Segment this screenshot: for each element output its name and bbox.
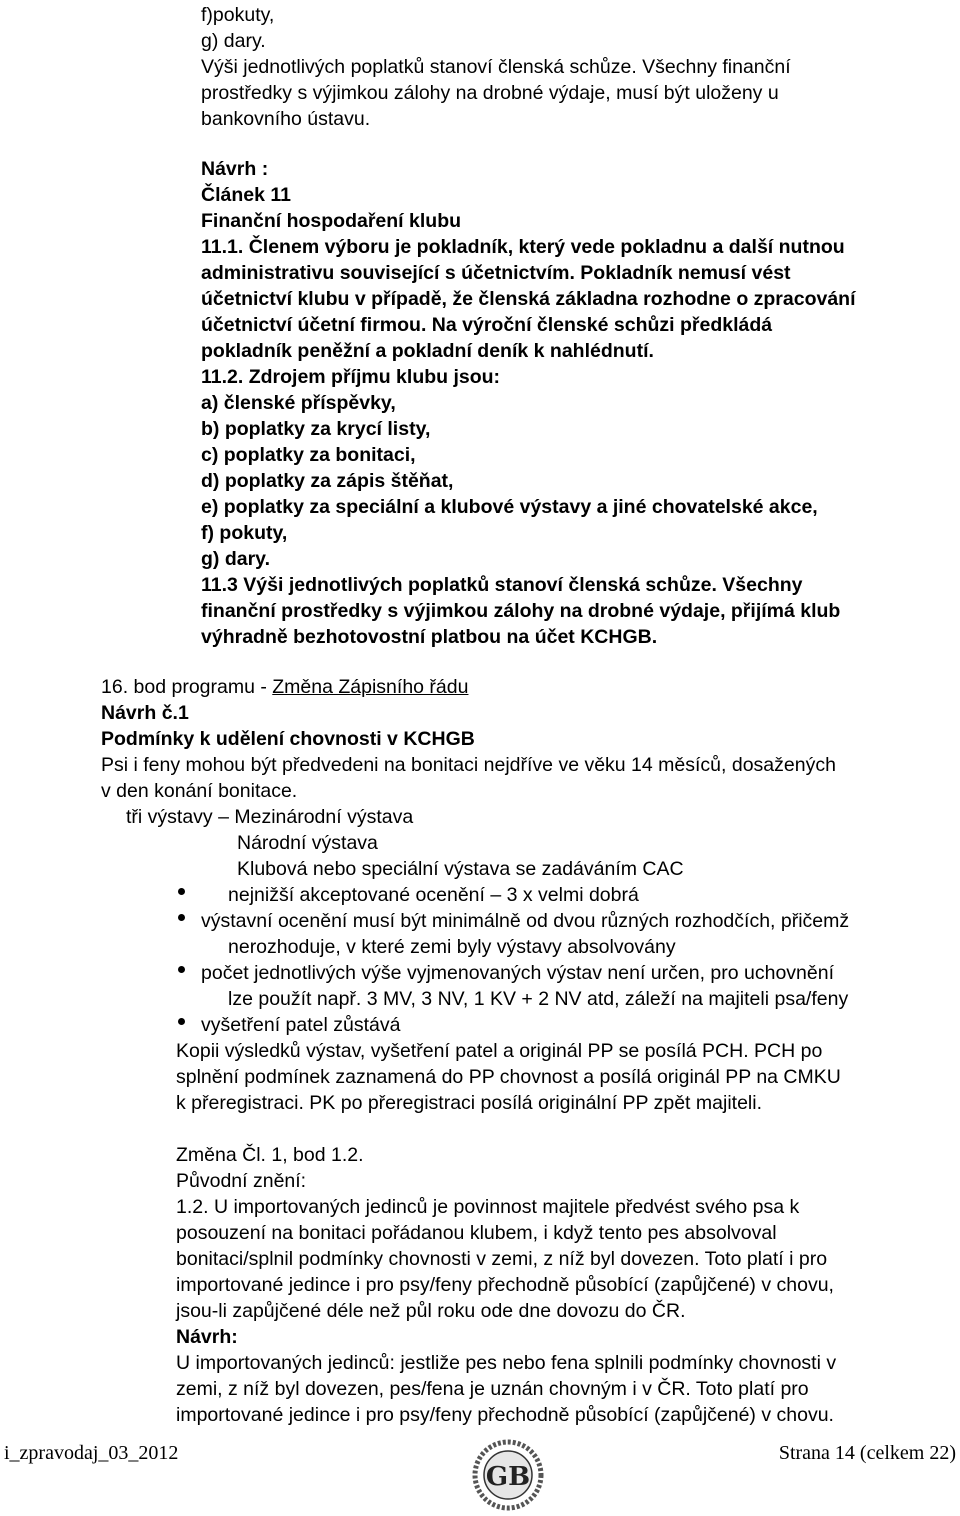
income-item: b) poplatky za krycí listy, — [201, 418, 431, 440]
paragraph-line: zemi, z níž byl dovezen, pes/fena je uznán chovným i v ČR. Toto platí pro — [176, 1378, 809, 1400]
shows-line: Klubová nebo speciální výstava se zadáváním CAC — [237, 858, 684, 880]
paragraph-line: U importovaných jedinců: jestliže pes nebo fena splnili podmínky chovnosti v — [176, 1352, 837, 1374]
paragraph-line: účetnictví účetní firmou. Na výroční členské schůzi předkládá — [201, 314, 773, 336]
paragraph-line: 11.1. Členem výboru je pokladník, který vede pokladnu a další nutnou — [201, 236, 845, 258]
bullet-item: vyšetření patel zůstává — [201, 1014, 401, 1036]
bullet-item: počet jednotlivých výše vyjmenovaných výstav není určen, pro uchovnění — [201, 962, 835, 984]
income-item: e) poplatky za speciální a klubové výstavy a jiné chovatelské akce, — [201, 496, 818, 518]
orig-item-g: g) dary. — [201, 30, 266, 52]
paragraph-line: Psi i feny mohou být předvedeni na bonitaci nejdříve ve věku 14 měsíců, dosažených — [101, 754, 836, 776]
footer-filename: i_zpravodaj_03_2012 — [4, 1442, 179, 1464]
orig-item-f: f)pokuty, — [201, 4, 275, 26]
shows-line: tři výstavy – Mezinárodní výstava — [126, 806, 414, 828]
paragraph-line: 1.2. U importovaných jedinců je povinnost majitele předvést svého psa k — [176, 1196, 800, 1218]
orig-text-line: prostředky s výjimkou zálohy na drobné výdaje, musí být uloženy u — [201, 82, 779, 104]
paragraph-line: administrativu související s účetnictvím. Pokladník nemusí vést — [201, 262, 791, 284]
bullet-icon — [178, 914, 185, 921]
bullet-item-cont: nerozhoduje, v které zemi byly výstavy absolvovány — [228, 936, 676, 958]
bullet-icon — [178, 966, 185, 973]
paragraph-line: 11.2. Zdrojem příjmu klubu jsou: — [201, 366, 501, 388]
paragraph-line: splnění podmínek zaznamená do PP chovnost a posílá originál PP na CMKU — [176, 1066, 841, 1088]
income-item: d) poplatky za zápis štěňat, — [201, 470, 454, 492]
orig-text-line: bankovního ústavu. — [201, 108, 371, 130]
bullet-icon — [178, 888, 185, 895]
income-item: g) dary. — [201, 548, 270, 570]
paragraph-line: importované jedince i pro psy/feny přechodně působící (zapůjčené) v chovu. — [176, 1404, 834, 1426]
section-title: Podmínky k udělení chovnosti v KCHGB — [101, 728, 475, 750]
agenda-heading-topic: Změna Zápisního řádu — [272, 676, 469, 698]
paragraph-line: k přeregistraci. PK po přeregistraci posílá originální PP zpět majiteli. — [176, 1092, 762, 1114]
income-item: a) členské příspěvky, — [201, 392, 396, 414]
navrh-label: Návrh č.1 — [101, 702, 189, 724]
bullet-item: nejnižší akceptované ocenění – 3 x velmi dobrá — [228, 884, 639, 906]
paragraph-line: 11.3 Výši jednotlivých poplatků stanoví členská schůze. Všechny — [201, 574, 803, 596]
club-logo-icon — [462, 1438, 554, 1512]
shows-line: Národní výstava — [237, 832, 378, 854]
paragraph-line: posouzení na bonitaci pořádanou klubem, i když tento pes absolvoval — [176, 1222, 777, 1244]
bullet-icon — [178, 1018, 185, 1025]
article-title: Článek 11 — [201, 184, 291, 206]
agenda-heading-prefix: 16. bod programu - — [101, 676, 273, 698]
paragraph-line: účetnictví klubu v případě, že členská základna rozhodne o zpracování — [201, 288, 856, 310]
footer-page-number: Strana 14 (celkem 22) — [778, 1442, 956, 1464]
logo-letters: GB — [485, 1462, 531, 1492]
paragraph-line: pokladník peněžní a pokladní deník k nahlédnutí. — [201, 340, 654, 362]
income-item: f) pokuty, — [201, 522, 288, 544]
paragraph-line: importované jedince i pro psy/feny přechodně působící (zapůjčené) v chovu, — [176, 1274, 834, 1296]
paragraph-line: bonitaci/splnil podmínky chovnosti v zemi, z níž byl dovezen. Toto platí i pro — [176, 1248, 828, 1270]
original-label: Původní znění: — [176, 1170, 307, 1192]
bullet-item: výstavní ocenění musí být minimálně od dvou různých rozhodčích, přičemž — [201, 910, 850, 932]
bullet-item-cont: lze použít např. 3 MV, 3 NV, 1 KV + 2 NV atd, záleží na majiteli psa/feny — [228, 988, 849, 1010]
orig-text-line: Výši jednotlivých poplatků stanoví členská schůze. Všechny finanční — [201, 56, 791, 78]
paragraph-line: jsou-li zapůjčené déle než půl roku ode dne dovozu do ČR. — [176, 1300, 686, 1322]
paragraph-line: v den konání bonitace. — [101, 780, 298, 802]
article-name: Finanční hospodaření klubu — [201, 210, 462, 232]
paragraph-line: finanční prostředky s výjimkou zálohy na drobné výdaje, přijímá klub — [201, 600, 841, 622]
paragraph-line: výhradně bezhotovostní platbou na účet KCHGB. — [201, 626, 658, 648]
paragraph-line: Kopii výsledků výstav, vyšetření patel a originál PP se posílá PCH. PCH po — [176, 1040, 823, 1062]
income-item: c) poplatky za bonitaci, — [201, 444, 416, 466]
navrh-label: Návrh: — [176, 1326, 238, 1348]
navrh-label: Návrh : — [201, 158, 269, 180]
change-heading: Změna Čl. 1, bod 1.2. — [176, 1144, 364, 1166]
agenda-heading — [101, 674, 468, 700]
